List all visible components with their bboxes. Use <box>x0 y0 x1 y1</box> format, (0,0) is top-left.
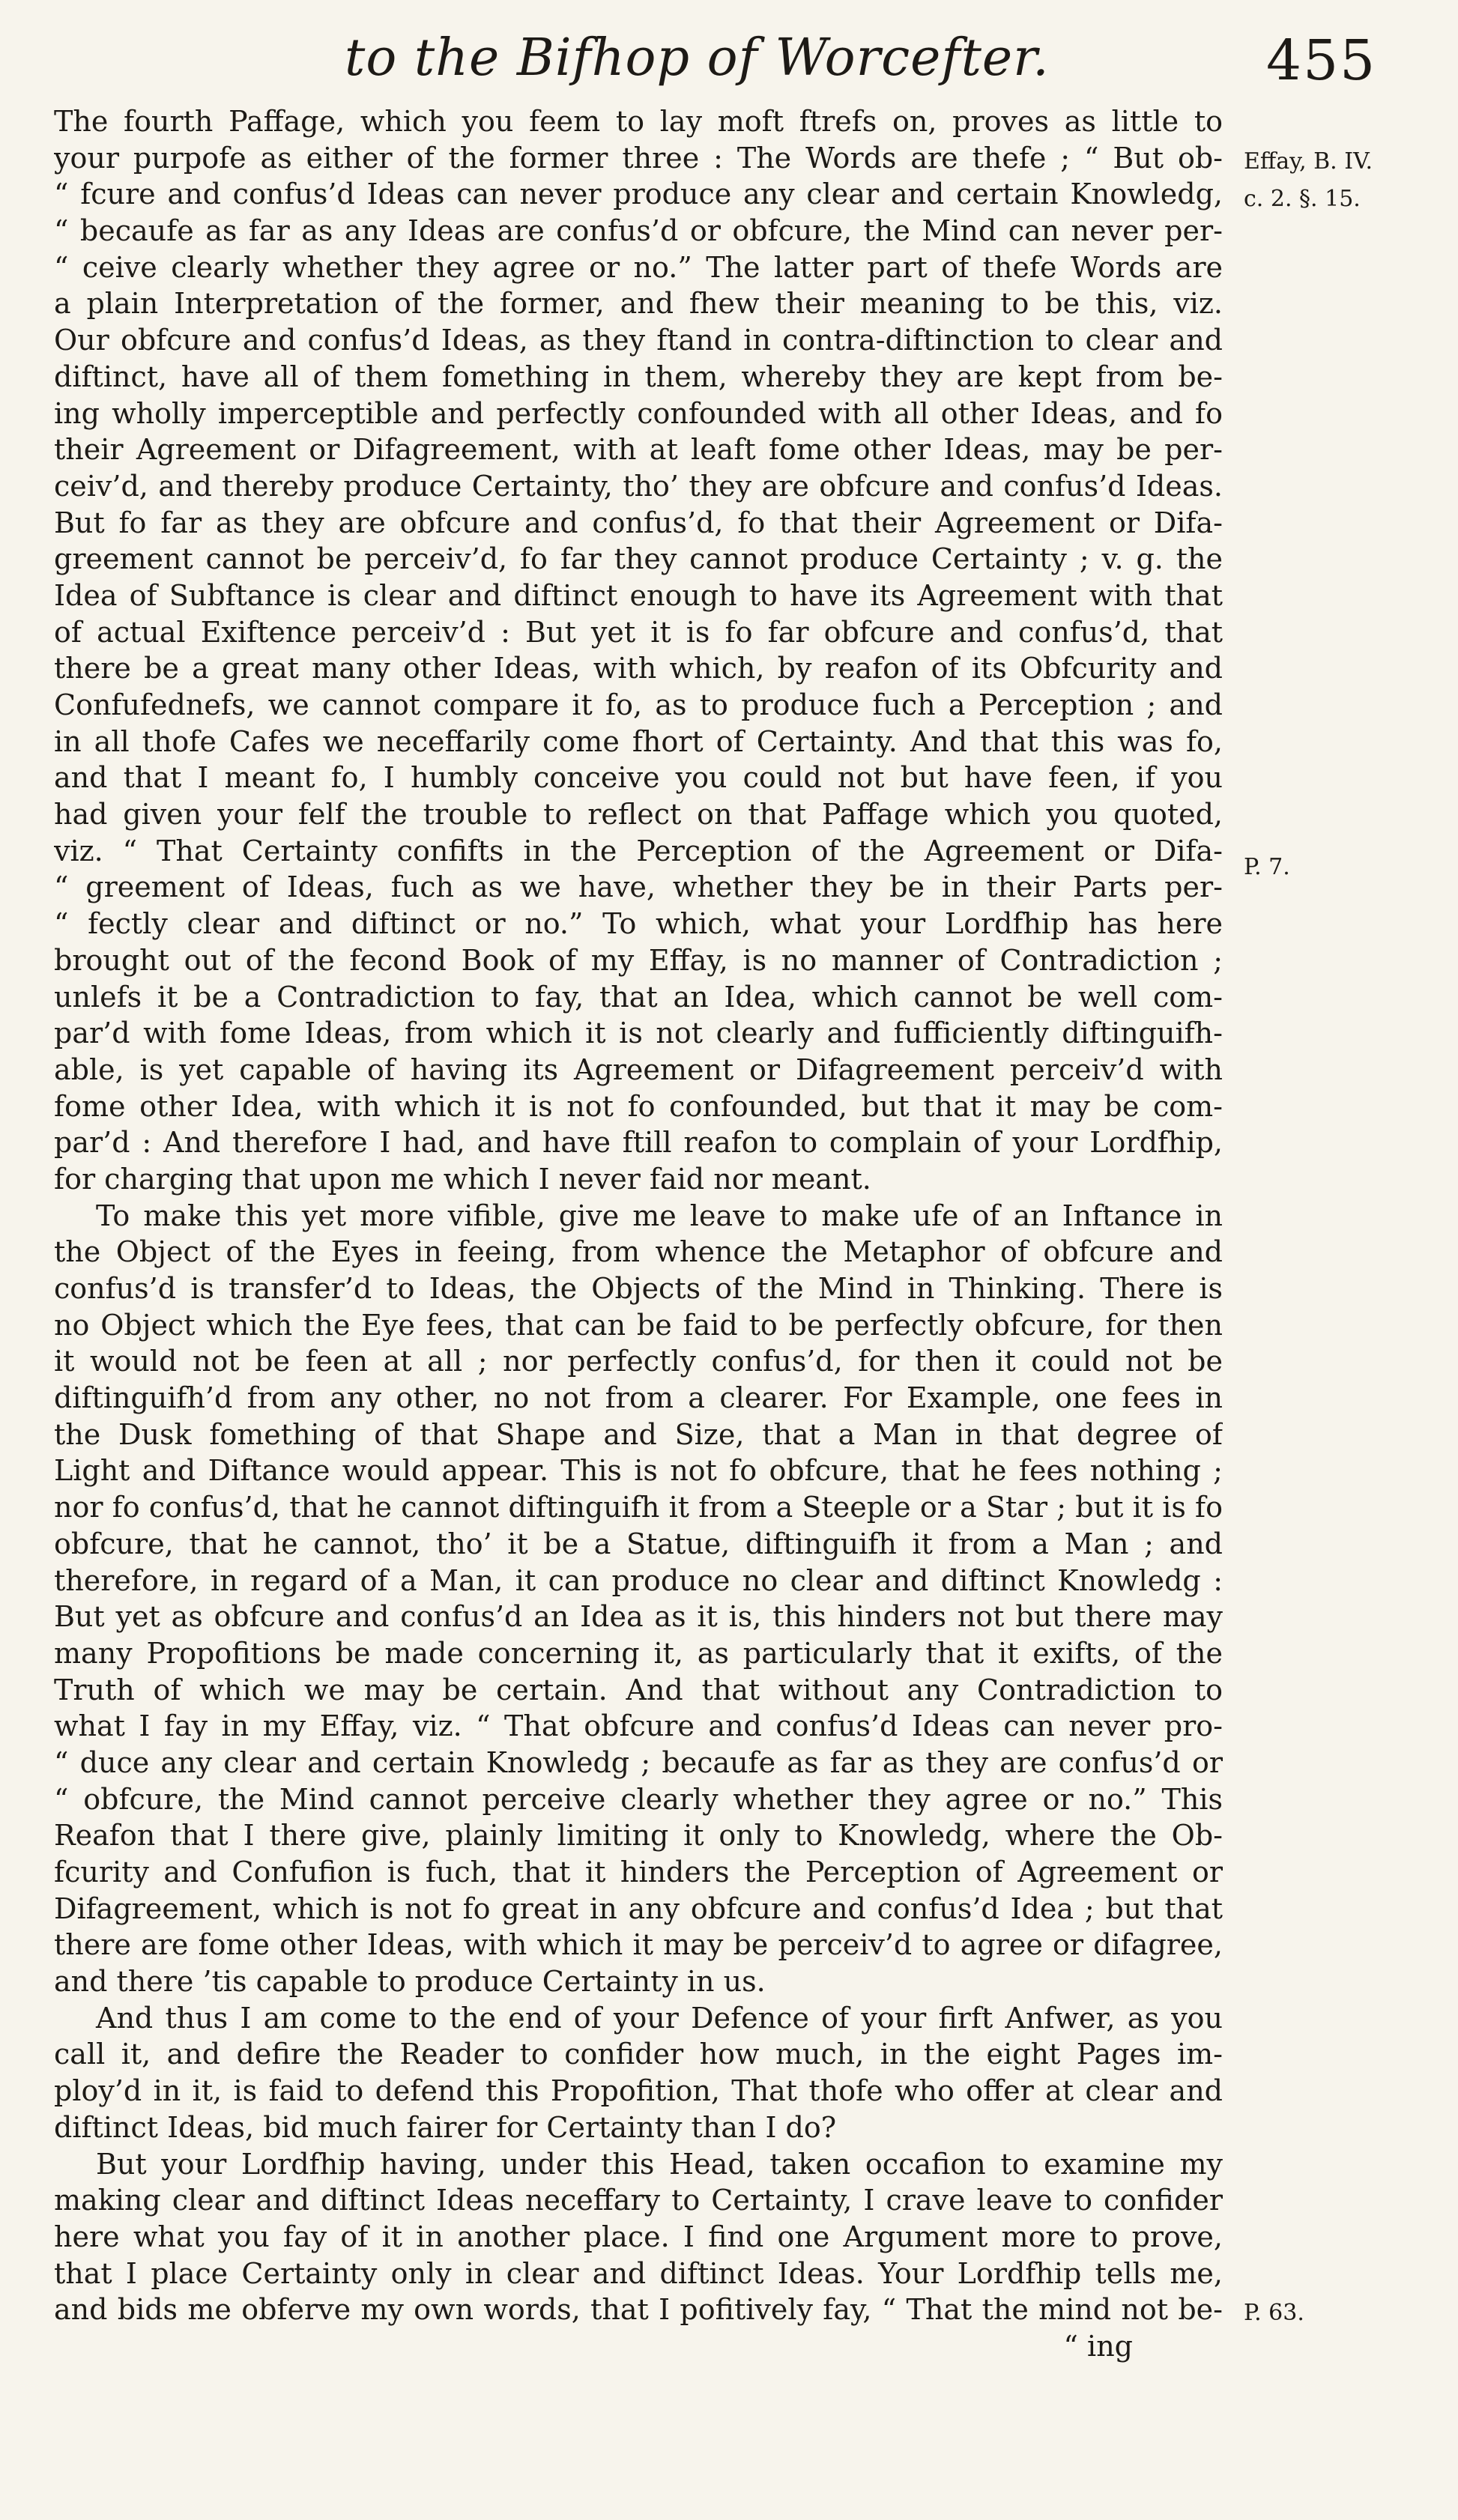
running-title: to the Bifhop of Worcefter. <box>345 28 1050 88</box>
margin-note-section-ref: c. 2. §. 15. <box>1244 186 1361 212</box>
text-line: obfcure, that he cannot, tho’ it be a Statue, diftinguifh it from a Man ; and <box>54 1527 1223 1560</box>
text-line: many Propofitions be made concerning it, as particularly that it exifts, of the <box>54 1636 1223 1670</box>
text-line: it would not be feen at all ; nor perfectly confus’d, for then it could not be <box>54 1345 1223 1378</box>
margin-note-page-ref: P. 63. <box>1244 2300 1304 2326</box>
text-line: the Dusk fomething of that Shape and Size, that a Man in that degree of <box>54 1417 1223 1451</box>
text-line: “ greement of Ideas, fuch as we have, whether they be in their Parts per- <box>54 870 1223 904</box>
text-line: “ obfcure, the Mind cannot perceive clearly whether they agree or no.” This <box>54 1782 1223 1816</box>
text-line: and bids me obferve my own words, that I pofitively fay, “ That the mind not be- <box>54 2293 1223 2327</box>
text-line: To make this yet more vifible, give me leave to make ufe of an Inftance in <box>96 1199 1223 1232</box>
text-line: Our obfcure and confus’d Ideas, as they ftand in contra-diftinction to clear and <box>54 324 1223 357</box>
text-line: “ fectly clear and diftinct or no.” To which, what your Lordfhip has here <box>54 907 1223 941</box>
text-line: The fourth Paffage, which you feem to lay moft ftrefs on, proves as little to <box>54 105 1223 138</box>
margin-note-page-ref: P. 7. <box>1244 854 1290 880</box>
text-line: “ ceive clearly whether they agree or no.” The latter part of thefe Words are <box>54 250 1223 284</box>
text-line: therefore, in regard of a Man, it can produce no clear and diftinct Knowledg : <box>54 1563 1223 1597</box>
page-number: 455 <box>1266 28 1377 93</box>
text-line: par’d : And therefore I had, and have ftill reafon to complain of your Lordfhip, <box>54 1126 1223 1160</box>
text-line: call it, and defire the Reader to confider how much, in the eight Pages im- <box>54 2038 1223 2071</box>
text-line: “ becaufe as far as any Ideas are confus’d or obfcure, the Mind can never per- <box>54 214 1223 248</box>
text-line: your purpofe as either of the former three : The Words are thefe ; “ But ob- <box>54 141 1223 175</box>
text-line: greement cannot be perceiv’d, fo far they cannot produce Certainty ; v. g. the <box>54 542 1223 576</box>
text-line: had given your felf the trouble to reflect on that Paffage which you quoted, <box>54 798 1223 832</box>
text-line: in all thofe Cafes we neceffarily come fhort of Certainty. And that this was fo, <box>54 724 1223 758</box>
text-line: diftinct, have all of them fomething in them, whereby they are kept from be- <box>54 360 1223 393</box>
text-line: no Object which the Eye fees, that can be faid to be perfectly obfcure, for then <box>54 1308 1223 1342</box>
text-line: Reafon that I there give, plainly limiting it only to Knowledg, where the Ob- <box>54 1819 1223 1853</box>
text-line: confus’d is transfer’d to Ideas, the Objects of the Mind in Thinking. There is <box>54 1272 1223 1305</box>
text-line: there be a great many other Ideas, with which, by reafon of its Obfcurity and <box>54 652 1223 685</box>
text-line: for charging that upon me which I never faid nor meant. <box>54 1162 871 1196</box>
text-line: nor fo confus’d, that he cannot diftinguifh it from a Steeple or a Star ; but it is fo <box>54 1491 1223 1524</box>
text-line: But yet as obfcure and confus’d an Idea as it is, this hinders not but there may <box>54 1600 1223 1634</box>
text-line: there are fome other Ideas, with which it may be perceiv’d to agree or difagree, <box>54 1928 1223 1962</box>
text-line: fcurity and Confufion is fuch, that it hinders the Perception of Agreement or <box>54 1856 1223 1889</box>
text-line: fome other Idea, with which it is not fo confounded, but that it may be com- <box>54 1089 1223 1123</box>
text-line: Confufednefs, we cannot compare it fo, as to produce fuch a Perception ; and <box>54 688 1223 721</box>
text-line: a plain Interpretation of the former, and fhew their meaning to be this, viz. <box>54 287 1223 321</box>
body-text <box>54 103 1223 2365</box>
text-line: Idea of Subftance is clear and diftinct enough to have its Agreement with that <box>54 578 1223 612</box>
text-line: But fo far as they are obfcure and confus’d, fo that their Agreement or Difa- <box>54 506 1223 539</box>
text-line: ploy’d in it, is faid to defend this Propofition, That thofe who offer at clear and <box>54 2074 1223 2108</box>
text-line: But your Lordfhip having, under this Head, taken occafion to examine my <box>96 2147 1223 2181</box>
text-line: of actual Exiftence perceiv’d : But yet it is fo far obfcure and confus’d, that <box>54 615 1223 649</box>
text-line: making clear and diftinct Ideas neceffary to Certainty, I crave leave to confider <box>54 2184 1223 2217</box>
text-line: ceiv’d, and thereby produce Certainty, tho’ they are obfcure and confus’d Ideas. <box>54 469 1223 503</box>
text-line: unlefs it be a Contradiction to fay, that an Idea, which cannot be well com- <box>54 980 1223 1014</box>
text-line: ing wholly imperceptible and perfectly confounded with all other Ideas, and fo <box>54 396 1223 430</box>
text-line: par’d with fome Ideas, from which it is not clearly and fufficiently diftinguifh- <box>54 1017 1223 1050</box>
text-line: able, is yet capable of having its Agreement or Difagreement perceiv’d with <box>54 1052 1223 1086</box>
text-line: their Agreement or Difagreement, with at leaft fome other Ideas, may be per- <box>54 433 1223 467</box>
text-line: and there ’tis capable to produce Certainty in us. <box>54 1965 766 1999</box>
running-head <box>0 28 1458 111</box>
text-line: and that I meant fo, I humbly conceive you could not but have feen, if you <box>54 761 1223 795</box>
catchword: “ ing <box>1063 2329 1133 2363</box>
text-line: brought out of the fecond Book of my Effay, is no manner of Contradiction ; <box>54 943 1223 977</box>
text-line: the Object of the Eyes in feeing, from whence the Metaphor of obfcure and <box>54 1235 1223 1269</box>
text-line: Truth of which we may be certain. And that without any Contradiction to <box>54 1673 1223 1706</box>
text-line: what I fay in my Effay, viz. “ That obfcure and confus’d Ideas can never pro- <box>54 1709 1223 1743</box>
text-line: “ fcure and confus’d Ideas can never produce any clear and certain Knowledg, <box>54 178 1223 211</box>
text-line: “ duce any clear and certain Knowledg ; becaufe as far as they are confus’d or <box>54 1745 1223 1779</box>
text-line: diftinct Ideas, bid much fairer for Certainty than I do? <box>54 2110 837 2144</box>
margin-note-essay-ref: Effay, B. IV. <box>1244 148 1373 175</box>
text-line: Difagreement, which is not fo great in any obfcure and confus’d Idea ; but that <box>54 1891 1223 1925</box>
text-line: viz. “ That Certainty confifts in the Perception of the Agreement or Difa- <box>54 834 1223 867</box>
text-line: that I place Certainty only in clear and diftinct Ideas. Your Lordfhip tells me, <box>54 2256 1223 2290</box>
text-line: And thus I am come to the end of your Defence of your firft Anfwer, as you <box>96 2001 1223 2035</box>
text-line: diftinguifh’d from any other, no not from a clearer. For Example, one fees in <box>54 1381 1223 1415</box>
text-line: here what you fay of it in another place. I find one Argument more to prove, <box>54 2220 1223 2253</box>
text-line: Light and Diftance would appear. This is not fo obfcure, that he fees nothing ; <box>54 1454 1223 1488</box>
